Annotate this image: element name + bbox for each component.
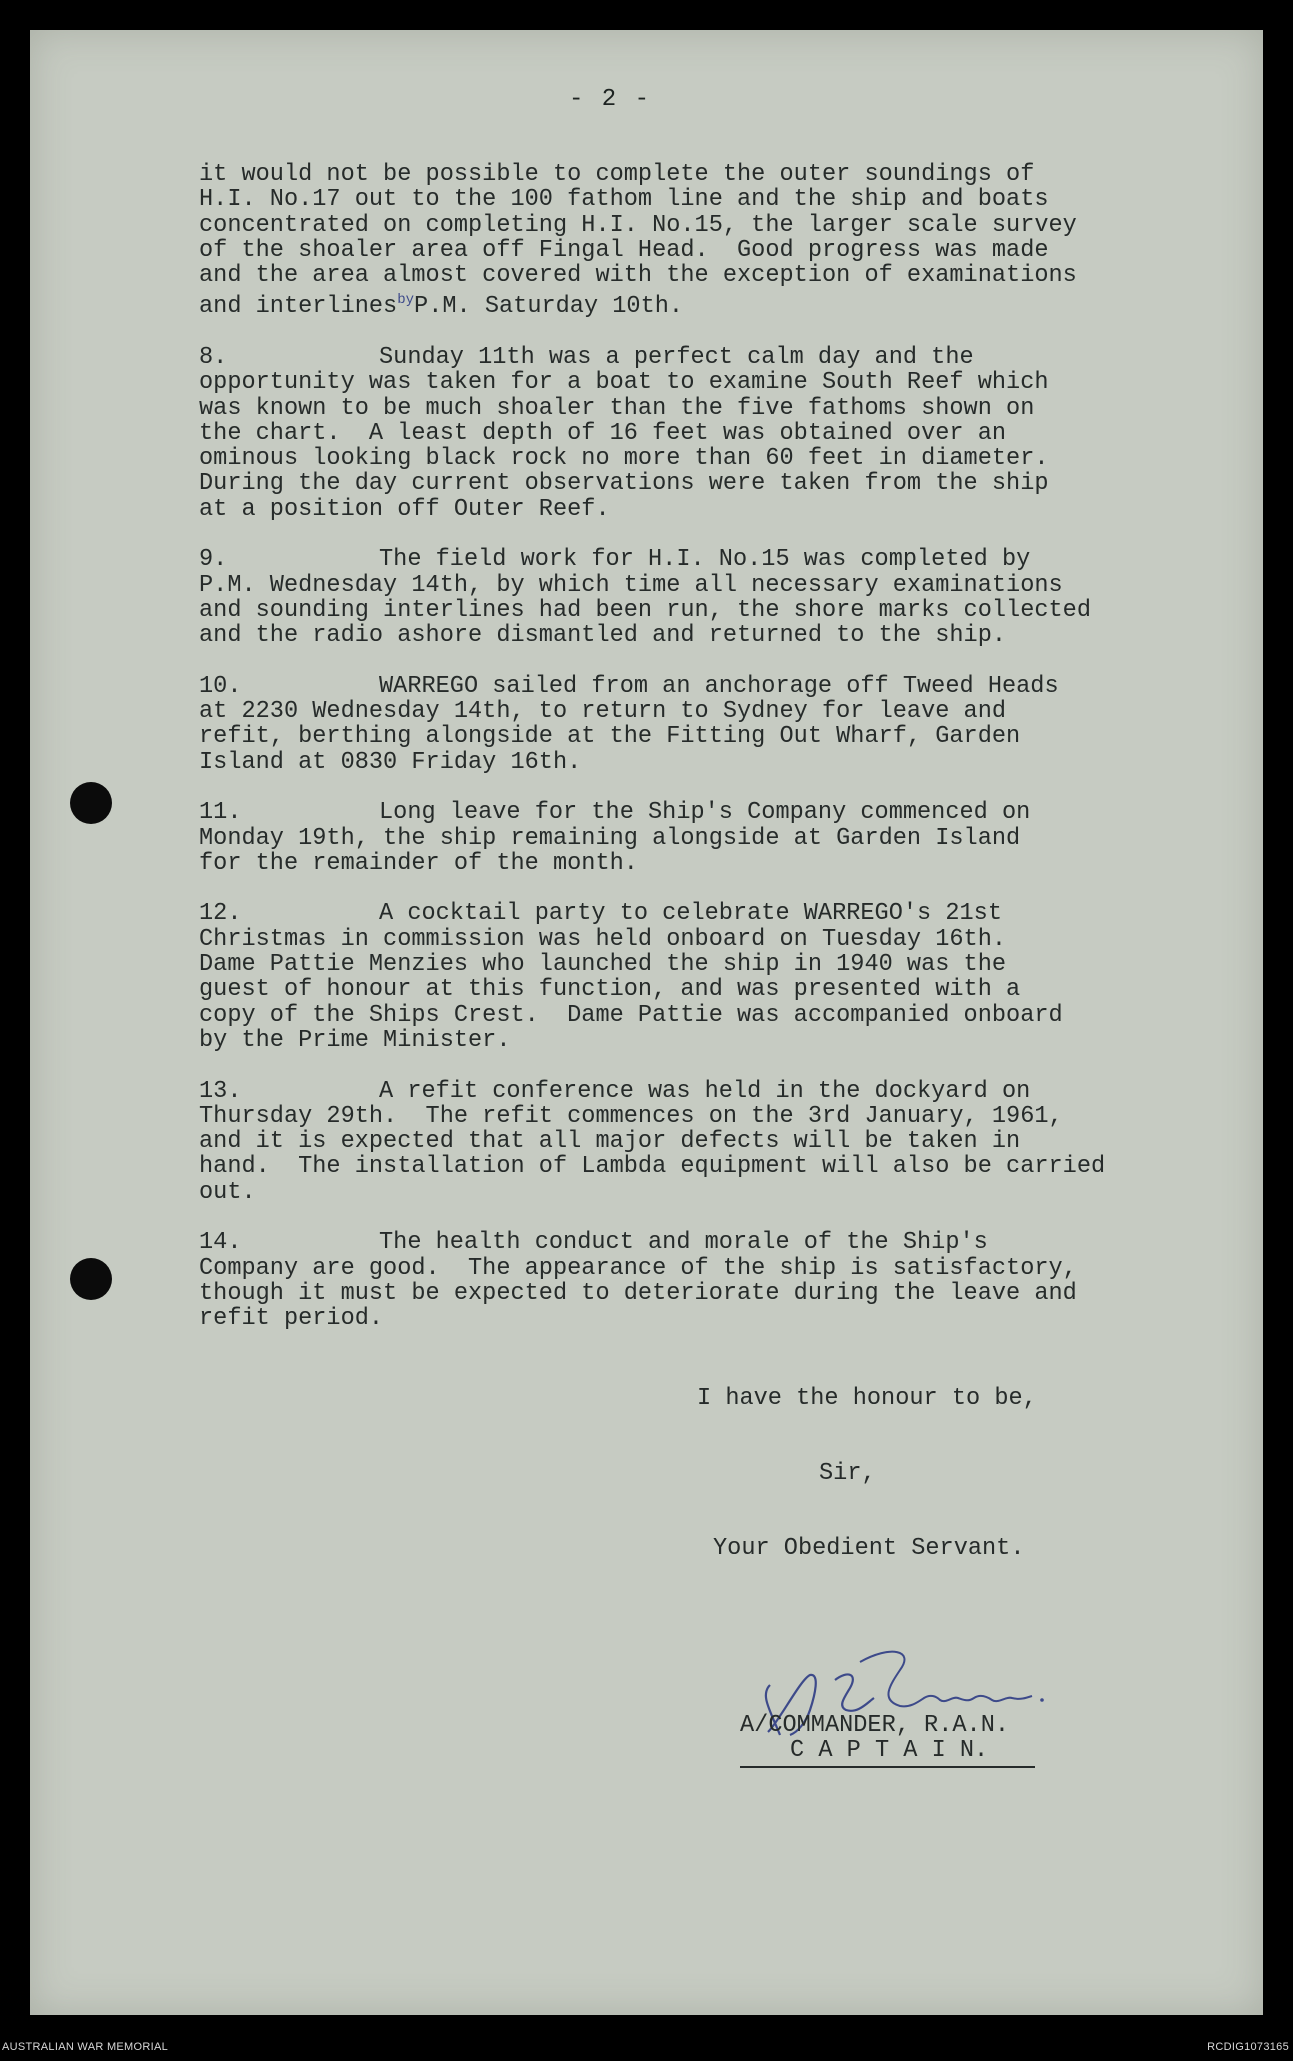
paragraph-number: 8. bbox=[199, 343, 228, 371]
line-text: hand. The installation of Lambda equipment will also be carried bbox=[199, 1153, 1106, 1181]
line-text: the chart. A least depth of 16 feet was obtained over an bbox=[199, 419, 1007, 447]
text-line bbox=[199, 263, 1199, 288]
letter-body bbox=[199, 162, 1199, 1357]
text-line bbox=[199, 446, 1199, 471]
line-text: and sounding interlines had been run, the shore marks collected bbox=[199, 596, 1091, 624]
line-text: though it must be expected to deteriorate during the leave and bbox=[199, 1279, 1077, 1307]
paragraph-number: 14. bbox=[199, 1229, 242, 1257]
text-line bbox=[199, 598, 1199, 623]
line-text: for the remainder of the month. bbox=[199, 849, 638, 877]
text-line bbox=[199, 1028, 1199, 1053]
closing-salutation: Sir, bbox=[819, 1460, 876, 1487]
text-line bbox=[199, 977, 1199, 1002]
text-line bbox=[199, 1306, 1199, 1331]
text-line bbox=[199, 471, 1199, 496]
text-line bbox=[199, 1129, 1199, 1154]
text-line bbox=[199, 1104, 1199, 1129]
text-line bbox=[199, 345, 1199, 370]
line-text: and the radio ashore dismantled and returned to the ship. bbox=[199, 622, 1007, 650]
line-text: at a position off Outer Reef. bbox=[199, 495, 610, 523]
text-line bbox=[199, 1256, 1199, 1281]
line-text: and the area almost covered with the exception of examinations bbox=[199, 262, 1077, 290]
text-line bbox=[199, 927, 1199, 952]
signatory-rank: A/COMMANDER, R.A.N. bbox=[740, 1712, 1010, 1739]
text-line bbox=[199, 288, 1199, 319]
line-text: copy of the Ships Crest. Dame Pattie was accompanied onboard bbox=[199, 1001, 1063, 1029]
paragraph-number: 12. bbox=[199, 900, 242, 928]
paragraph-number: 13. bbox=[199, 1077, 242, 1105]
text-line bbox=[199, 370, 1199, 395]
text-line bbox=[199, 851, 1199, 876]
line-text: refit, berthing alongside at the Fitting Out Wharf, Garden bbox=[199, 723, 1021, 751]
line-text: concentrated on completing H.I. No.15, the larger scale survey bbox=[199, 211, 1077, 239]
text-line bbox=[199, 699, 1199, 724]
line-text: at 2230 Wednesday 14th, to return to Sydney for leave and bbox=[199, 698, 1007, 726]
text-line bbox=[199, 1003, 1199, 1028]
text-line bbox=[199, 1079, 1199, 1104]
text-line bbox=[199, 800, 1199, 825]
text-line bbox=[199, 238, 1199, 263]
page-number: - 2 - bbox=[568, 86, 651, 113]
line-text: The field work for H.I. No.15 was completed by bbox=[379, 546, 1031, 574]
closing-honour: I have the honour to be, bbox=[697, 1385, 1037, 1412]
line-text: H.I. No.17 out to the 100 fathom line and the ship and boats bbox=[199, 186, 1049, 214]
line-text: Company are good. The appearance of the ship is satisfactory, bbox=[199, 1254, 1077, 1282]
line-text: by the Prime Minister. bbox=[199, 1026, 511, 1054]
paragraph bbox=[199, 1079, 1199, 1205]
line-text: Sunday 11th was a perfect calm day and the bbox=[379, 343, 974, 371]
paragraph bbox=[199, 1230, 1199, 1331]
text-line bbox=[199, 547, 1199, 572]
punch-hole-bottom bbox=[70, 1258, 112, 1300]
paragraph-number: 11. bbox=[199, 799, 242, 827]
footer-archive-name: AUSTRALIAN WAR MEMORIAL bbox=[2, 2041, 169, 2053]
line-text: Thursday 29th. The refit commences on the 3rd January, 1961, bbox=[199, 1102, 1063, 1130]
line-text: WARREGO sailed from an anchorage off Tweed Heads bbox=[379, 672, 1059, 700]
line-text: refit period. bbox=[199, 1305, 384, 1333]
closing-servant: Your Obedient Servant. bbox=[713, 1535, 1025, 1562]
text-line bbox=[199, 901, 1199, 926]
line-text: P.M. Wednesday 14th, by which time all necessary examinations bbox=[199, 571, 1063, 599]
punch-hole-top bbox=[70, 782, 112, 824]
text-line bbox=[199, 396, 1199, 421]
line-text: Long leave for the Ship's Company commenced on bbox=[379, 799, 1031, 827]
line-text: A cocktail party to celebrate WARREGO's 21st bbox=[379, 900, 1002, 928]
text-line bbox=[199, 1180, 1199, 1205]
line-text: of the shoaler area off Fingal Head. Good progress was made bbox=[199, 236, 1049, 264]
signatory-title: C A P T A I N. bbox=[790, 1737, 989, 1764]
line-text: out. bbox=[199, 1178, 256, 1206]
text-line bbox=[199, 213, 1199, 238]
line-text: A refit conference was held in the dockyard on bbox=[379, 1077, 1031, 1105]
line-text: The health conduct and morale of the Ship's bbox=[379, 1229, 988, 1257]
text-line bbox=[199, 187, 1199, 212]
text-line bbox=[199, 162, 1199, 187]
text-line bbox=[199, 1230, 1199, 1255]
footer-record-id: RCDIG1073165 bbox=[1207, 2041, 1289, 2053]
handwritten-insertion: by bbox=[397, 292, 415, 309]
line-text: Monday 19th, the ship remaining alongside at Garden Island bbox=[199, 824, 1021, 852]
line-text: opportunity was taken for a boat to examine South Reef which bbox=[199, 369, 1049, 397]
text-line bbox=[199, 1154, 1199, 1179]
paragraph bbox=[199, 345, 1199, 522]
line-text: it would not be possible to complete the outer soundings of bbox=[199, 161, 1035, 188]
text-line bbox=[199, 1281, 1199, 1306]
line-text: Island at 0830 Friday 16th. bbox=[199, 748, 582, 776]
line-text: and it is expected that all major defects will be taken in bbox=[199, 1128, 1021, 1156]
paragraph-number: 10. bbox=[199, 672, 242, 700]
line-text: ominous looking black rock no more than 60 feet in diameter. bbox=[199, 445, 1049, 473]
paragraph bbox=[199, 800, 1199, 876]
line-text: Christmas in commission was held onboard on Tuesday 16th. bbox=[199, 925, 1007, 953]
line-text: During the day current observations were taken from the ship bbox=[199, 470, 1049, 498]
signature-underline bbox=[740, 1766, 1035, 1768]
text-line bbox=[199, 826, 1199, 851]
line-text: Dame Pattie Menzies who launched the ship in 1940 was the bbox=[199, 951, 1007, 979]
text-line bbox=[199, 952, 1199, 977]
text-line bbox=[199, 497, 1199, 522]
paragraph-number: 9. bbox=[199, 546, 228, 574]
paragraph bbox=[199, 162, 1199, 320]
paragraph bbox=[199, 901, 1199, 1053]
line-text: and interlines bbox=[199, 293, 398, 321]
text-line bbox=[199, 573, 1199, 598]
text-line bbox=[199, 421, 1199, 446]
paragraph bbox=[199, 674, 1199, 775]
line-text: was known to be much shoaler than the five fathoms shown on bbox=[199, 394, 1035, 422]
paragraph bbox=[199, 547, 1199, 648]
line-text: P.M. Saturday 10th. bbox=[414, 293, 684, 321]
text-line bbox=[199, 623, 1199, 648]
text-line bbox=[199, 750, 1199, 775]
text-line bbox=[199, 724, 1199, 749]
line-text: guest of honour at this function, and was presented with a bbox=[199, 976, 1021, 1004]
text-line bbox=[199, 674, 1199, 699]
